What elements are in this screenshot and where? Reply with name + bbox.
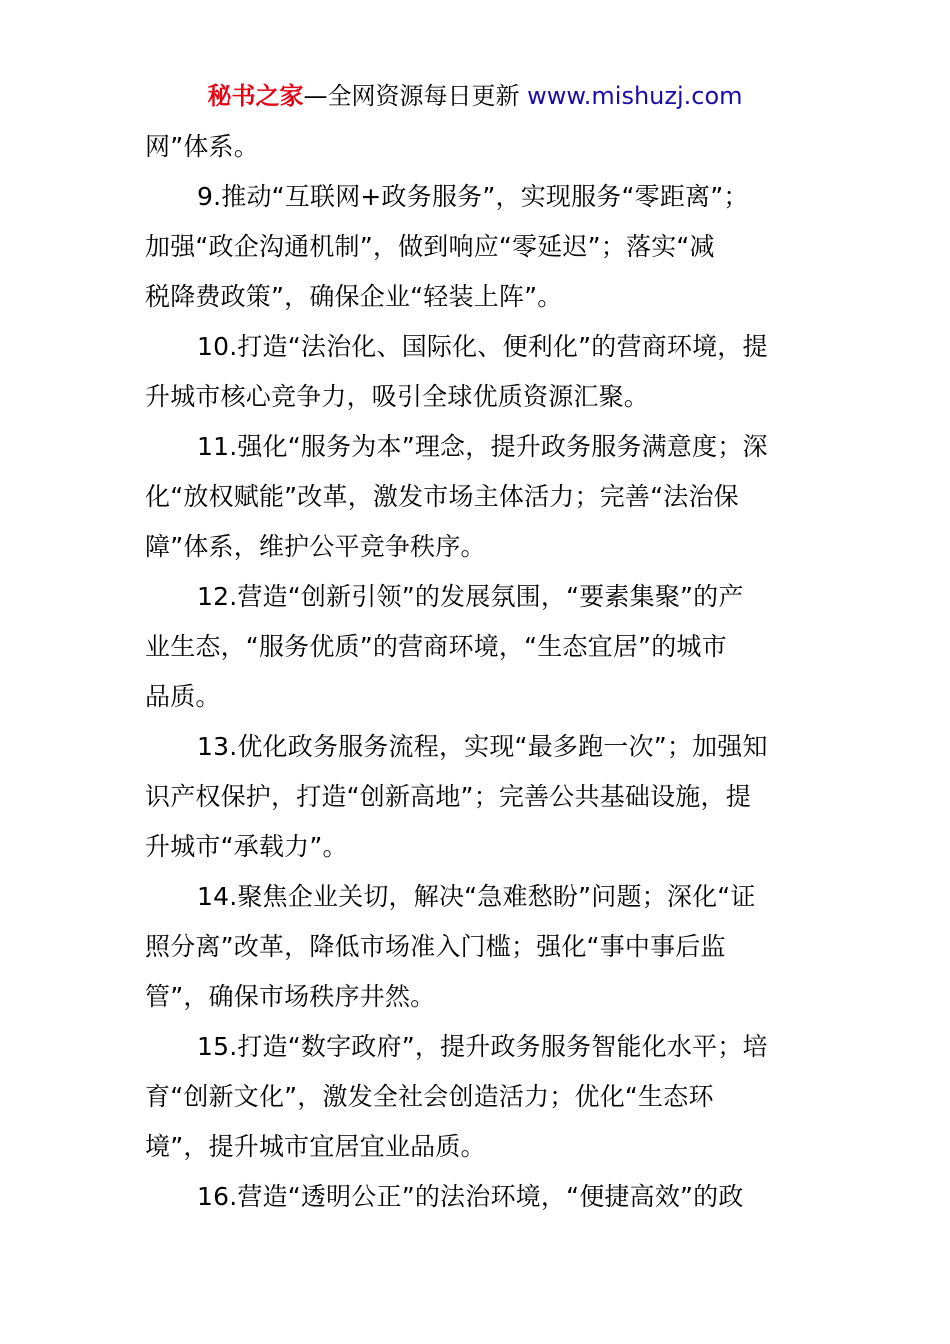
text-line: 13.优化政务服务流程，实现“最多跑一次”；加强知 [197,732,768,761]
site-url-link[interactable]: www.mishuzj.com [527,82,743,110]
text-line: 14.聚焦企业关切，解决“急难愁盼”问题；深化“证 [197,882,756,911]
text-line: 化“放权赋能”改革，激发市场主体活力；完善“法治保 [145,482,739,511]
text-line: 加强“政企沟通机制”，做到响应“零延迟”；落实“减 [145,232,715,261]
page-header [0,80,950,112]
text-line: 照分离”改革，降低市场准入门槛；强化“事中事后监 [145,932,726,961]
brand-name: 秘书之家 [207,82,304,110]
text-line: 税降费政策”，确保企业“轻装上阵”。 [145,282,563,311]
text-line: 品质。 [145,682,221,711]
text-line: 网”体系。 [145,132,259,161]
text-line: 境”，提升城市宜居宜业品质。 [145,1132,486,1161]
text-line: 12.营造“创新引领”的发展氛围，“要素集聚”的产 [197,582,744,611]
text-line: 业生态，“服务优质”的营商环境，“生态宜居”的城市 [145,632,727,661]
text-line: 11.强化“服务为本”理念，提升政务服务满意度；深 [197,432,768,461]
text-line: 16.营造“透明公正”的法治环境，“便捷高效”的政 [197,1182,744,1211]
header-tagline: —全网资源每日更新 [303,82,528,110]
text-line: 9.推动“互联网+政务服务”，实现服务“零距离”； [197,182,749,211]
text-line: 障”体系，维护公平竞争秩序。 [145,532,486,561]
text-line: 升城市核心竞争力，吸引全球优质资源汇聚。 [145,382,650,411]
text-line: 识产权保护，打造“创新高地”；完善公共基础设施，提 [145,782,751,811]
document-body [145,122,807,1222]
text-line: 育“创新文化”，激发全社会创造活力；优化“生态环 [145,1082,714,1111]
text-line: 管”，确保市场秩序井然。 [145,982,436,1011]
text-line: 10.打造“法治化、国际化、便利化”的营商环境，提 [197,332,768,361]
text-line: 15.打造“数字政府”，提升政务服务智能化水平；培 [197,1032,768,1061]
text-line: 升城市“承载力”。 [145,832,348,861]
